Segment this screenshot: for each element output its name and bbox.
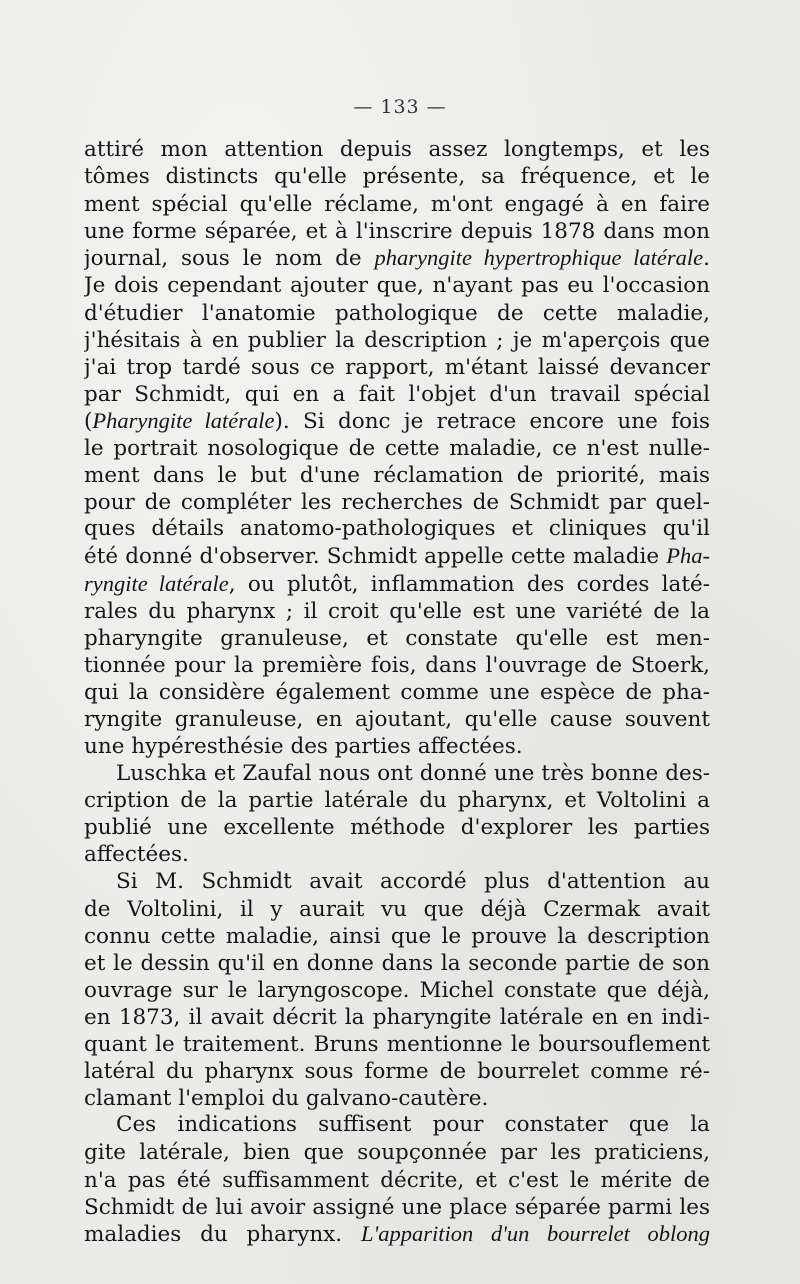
text-line xyxy=(84,217,710,244)
text-segment: pour de compléter les recherches de Schmidt par quel- xyxy=(84,490,710,516)
text-segment: le portrait nosologique de cette maladie, ce n'est nulle- xyxy=(84,436,710,462)
text-line-content xyxy=(84,273,710,298)
text-segment: n'a pas été suffisamment décrite, et c'est le mérite de xyxy=(84,1167,710,1193)
text-line xyxy=(84,786,710,813)
text-line-content xyxy=(84,978,710,1003)
text-line xyxy=(84,1111,710,1138)
text-line xyxy=(84,1084,710,1111)
text-line xyxy=(84,326,710,353)
text-line-content xyxy=(84,897,710,922)
text-segment: ). Si donc je retrace encore une fois xyxy=(274,408,710,434)
text-segment: été donné d'observer. Schmidt appelle cette maladie xyxy=(84,544,667,570)
text-line xyxy=(84,651,710,678)
text-line xyxy=(84,759,710,786)
text-line-content xyxy=(116,869,710,895)
text-line xyxy=(84,732,710,759)
text-segment: Luschka et Zaufal nous ont donné une très bonne des- xyxy=(116,761,710,787)
text-line xyxy=(84,542,710,569)
italic-segment: ryngite latérale xyxy=(84,570,229,596)
text-line-content xyxy=(84,516,710,542)
text-line xyxy=(84,1193,710,1220)
text-line xyxy=(84,353,710,380)
text-line xyxy=(84,407,710,434)
text-line-content xyxy=(84,842,189,867)
text-segment: maladies du pharynx. xyxy=(84,1221,361,1247)
text-segment: clamant l'emploi du galvano-cautère. xyxy=(84,1086,489,1112)
text-line-content xyxy=(84,137,710,163)
text-line-content xyxy=(84,328,710,353)
text-segment: latéral du pharynx sous forme de bourrelet comme ré- xyxy=(84,1059,710,1085)
text-line-content xyxy=(84,1086,488,1111)
text-line-content xyxy=(84,599,710,624)
text-line-content xyxy=(84,572,710,597)
text-line-content xyxy=(84,1059,710,1084)
text-segment: gite latérale, bien que soupçonnée par les praticiens, xyxy=(84,1140,710,1166)
text-segment: cription de la partie latérale du pharynx, et Voltolini a xyxy=(84,788,710,814)
text-line-content xyxy=(84,1195,710,1220)
text-line xyxy=(84,624,710,651)
text-line-content xyxy=(84,409,710,434)
text-line xyxy=(84,976,710,1003)
text-segment: quant le traitement. Bruns mentionne le boursouflement xyxy=(84,1032,710,1058)
text-segment: , ou plutôt, inflammation des cordes laté- xyxy=(228,571,710,597)
text-segment: une forme séparée, et à l'inscrire depuis 1878 dans mon xyxy=(84,219,710,245)
text-line-content xyxy=(84,436,710,461)
text-segment: ( xyxy=(84,408,93,434)
text-line-content xyxy=(84,653,710,678)
text-segment: par Schmidt, qui en a fait l'objet d'un travail spécial xyxy=(84,381,710,407)
text-line-content xyxy=(84,951,710,976)
text-segment: tômes distincts qu'elle présente, sa fréquence, et le xyxy=(84,164,710,190)
text-segment: pharyngite granuleuse, et constate qu'elle est men- xyxy=(84,625,710,651)
text-line xyxy=(84,434,710,461)
text-line-content xyxy=(84,1005,710,1030)
text-segment: publié une excellente méthode d'explorer les parties xyxy=(84,815,710,841)
text-segment: Si M. Schmidt avait accordé plus d'attention au xyxy=(116,868,710,894)
text-segment: connu cette maladie, ainsi que le prouve la description xyxy=(84,923,710,949)
text-line-content xyxy=(84,1168,710,1193)
text-line-content xyxy=(84,1140,710,1165)
text-line-content xyxy=(84,219,710,244)
text-segment: journal, sous le nom de xyxy=(84,246,375,272)
text-line-content xyxy=(84,626,710,651)
text-segment: ment spécial qu'elle réclame, m'ont engagé à en faire xyxy=(84,192,710,218)
text-line-content xyxy=(84,355,710,380)
text-segment: qui la considère également comme une espèce de pha- xyxy=(84,679,710,705)
text-line-content xyxy=(84,815,710,840)
text-line-content xyxy=(84,544,710,569)
text-line-content xyxy=(116,761,710,786)
text-line xyxy=(84,488,710,515)
page-number: — 133 — xyxy=(353,96,447,118)
text-line xyxy=(84,570,710,597)
text-segment: en 1873, il avait décrit la pharyngite latérale en en indi- xyxy=(84,1005,710,1030)
text-line xyxy=(84,895,710,922)
text-line-content xyxy=(84,734,523,759)
text-line xyxy=(84,868,710,895)
text-line-content xyxy=(84,707,710,732)
text-line xyxy=(84,597,710,624)
text-line-content xyxy=(84,192,710,217)
text-line xyxy=(84,813,710,840)
text-line xyxy=(84,949,710,976)
text-line-content xyxy=(84,301,710,326)
text-segment: ques détails anatomo-pathologiques et cliniques qu'il xyxy=(84,516,710,542)
italic-segment: pharyngite hypertrophique latérale xyxy=(374,245,704,271)
text-segment: affectées. xyxy=(84,842,189,868)
text-segment: . xyxy=(703,246,710,272)
italic-segment: Pha- xyxy=(666,543,710,569)
italic-segment: L'apparition d'un bourrelet oblong xyxy=(360,1220,710,1246)
text-line-content xyxy=(84,490,710,515)
text-line xyxy=(84,461,710,488)
text-line xyxy=(84,1220,710,1247)
text-line-content xyxy=(84,924,710,949)
text-line xyxy=(84,136,710,163)
text-line xyxy=(84,1057,710,1084)
text-line xyxy=(84,1003,710,1030)
text-segment: de Voltolini, il y aurait vu que déjà Czermak avait xyxy=(84,896,710,922)
text-line-content xyxy=(84,382,710,407)
text-line-content xyxy=(84,164,710,190)
text-line xyxy=(84,1030,710,1057)
text-line xyxy=(84,1138,710,1165)
text-segment: j'hésitais à en publier la description ; je m'aperçois que xyxy=(84,327,710,353)
text-segment: une hypéresthésie des parties affectées. xyxy=(84,734,523,760)
text-line xyxy=(84,380,710,407)
body-text xyxy=(84,136,710,1247)
text-line xyxy=(84,190,710,217)
text-line xyxy=(84,299,710,326)
text-segment: Ces indications suffisent pour constater que la xyxy=(116,1112,710,1138)
text-segment: Je dois cependant ajouter que, n'ayant pas eu l'occasion xyxy=(84,273,710,299)
text-line-content xyxy=(84,246,710,271)
text-line xyxy=(84,163,710,190)
text-line xyxy=(84,1166,710,1193)
text-segment: d'étudier l'anatomie pathologique de cette maladie, xyxy=(84,300,710,326)
text-line-content xyxy=(84,1032,710,1057)
text-segment: rales du pharynx ; il croit qu'elle est une variété de la xyxy=(84,598,710,624)
text-segment: et le dessin qu'il en donne dans la seconde partie de son xyxy=(84,950,710,976)
text-line xyxy=(84,271,710,298)
italic-segment: Pharyngite latérale xyxy=(92,407,275,433)
text-line-content xyxy=(84,1222,710,1247)
text-segment: ryngite granuleuse, en ajoutant, qu'elle cause souvent xyxy=(84,706,710,732)
text-line xyxy=(84,244,710,271)
text-segment: j'ai trop tardé sous ce rapport, m'étant laissé devancer xyxy=(84,354,710,380)
text-line-content xyxy=(116,1112,710,1138)
text-line-content xyxy=(84,788,710,813)
text-line-content xyxy=(84,680,710,705)
text-segment: tionnée pour la première fois, dans l'ouvrage de Stoerk, xyxy=(84,652,710,678)
text-segment: ouvrage sur le laryngoscope. Michel constate que déjà, xyxy=(84,977,710,1003)
text-segment: Schmidt de lui avoir assigné une place séparée parmi les xyxy=(84,1194,710,1220)
text-line xyxy=(84,705,710,732)
text-line xyxy=(84,515,710,542)
text-line-content xyxy=(84,463,710,488)
text-segment: ment dans le but d'une réclamation de priorité, mais xyxy=(84,463,710,489)
text-segment: attiré mon attention depuis assez longtemps, et les xyxy=(84,137,710,162)
text-line xyxy=(84,840,710,867)
text-line xyxy=(84,922,710,949)
text-line xyxy=(84,678,710,705)
